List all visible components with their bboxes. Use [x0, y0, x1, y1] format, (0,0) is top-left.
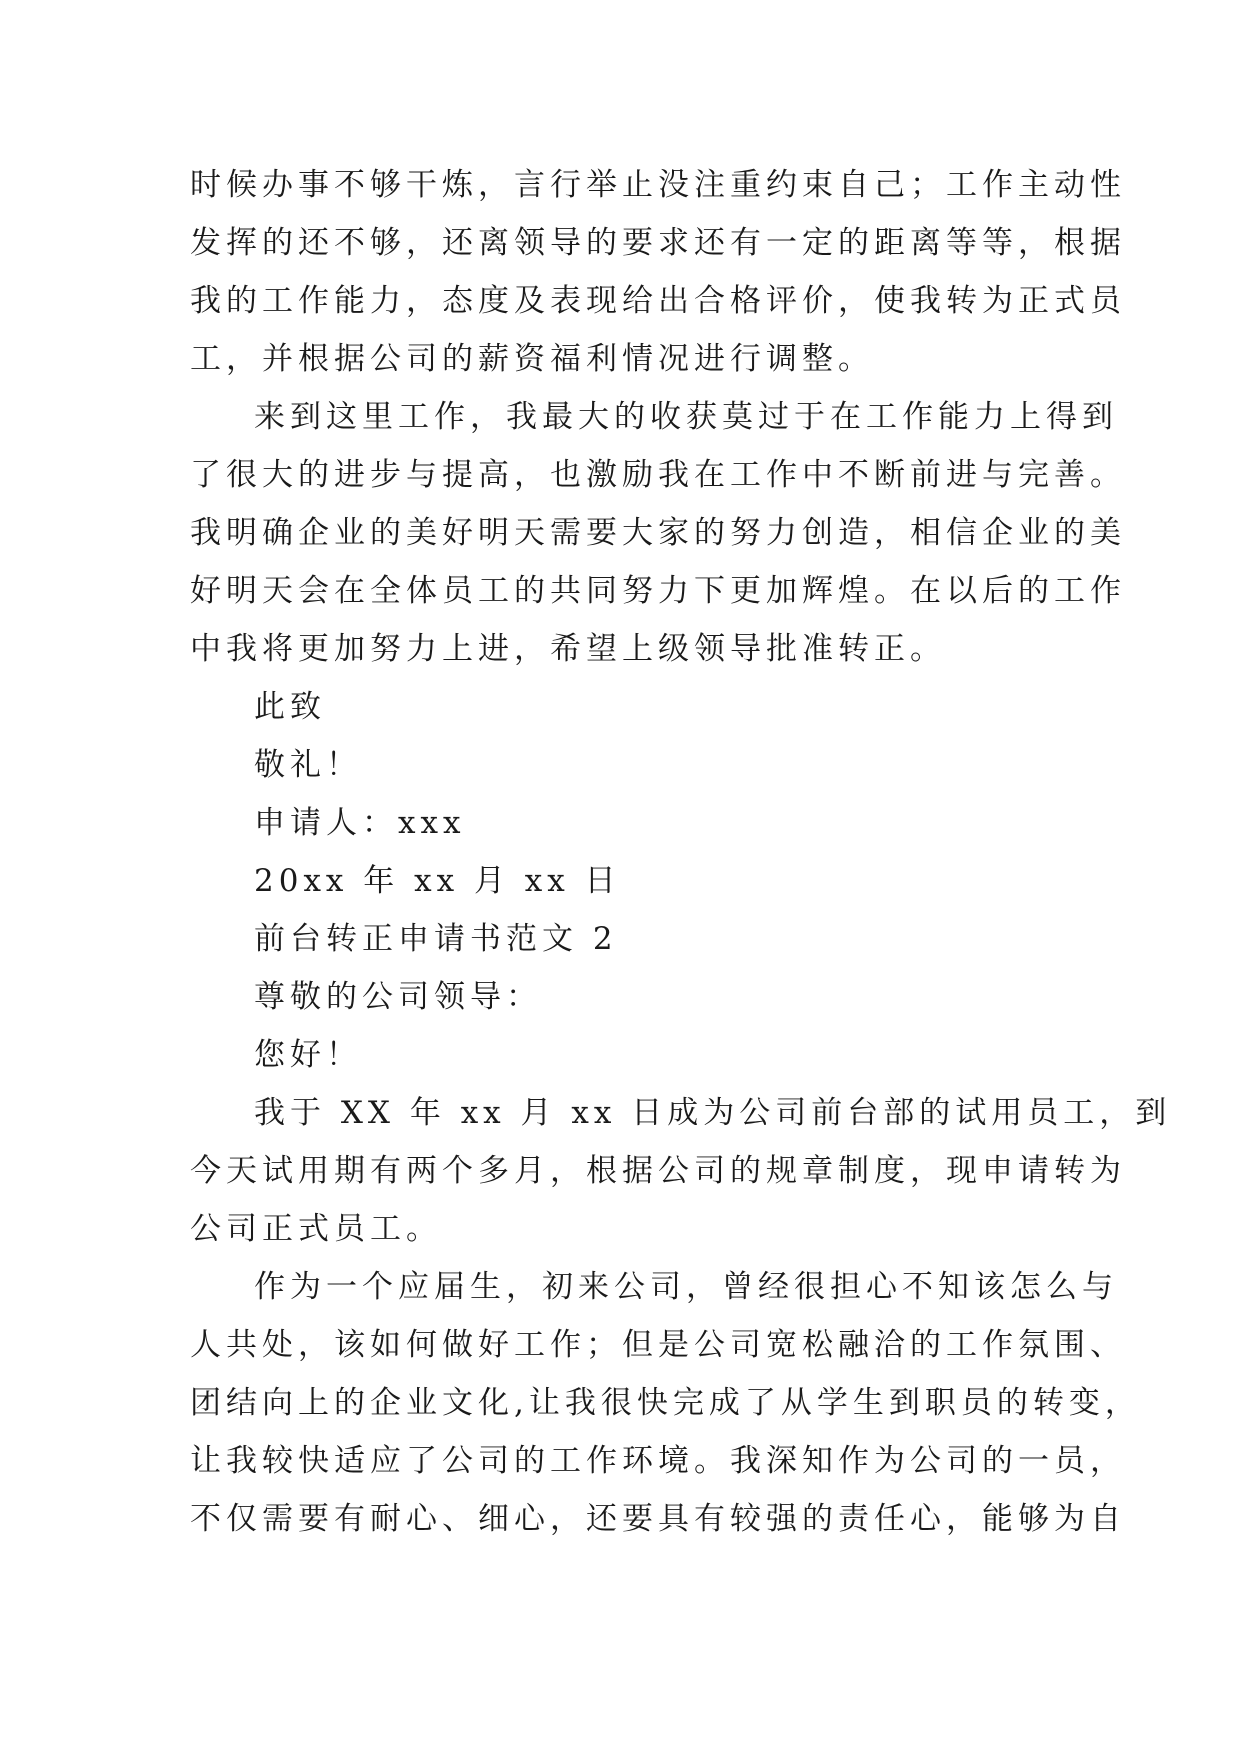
text-line: 此致: [254, 689, 326, 725]
text-line: 发挥的还不够，还离领导的要求还有一定的距离等等，根据: [190, 225, 1126, 261]
text-line: 了很大的进步与提高，也激励我在工作中不断前进与完善。: [190, 457, 1126, 493]
text-line: 敬礼！: [254, 747, 362, 783]
text-line: 今天试用期有两个多月，根据公司的规章制度，现申请转为: [190, 1153, 1126, 1189]
text-line: 您好！: [254, 1037, 362, 1073]
text-line: 时候办事不够干炼，言行举止没注重约束自己；工作主动性: [190, 167, 1126, 203]
text-line: 人共处，该如何做好工作；但是公司宽松融洽的工作氛围、: [190, 1327, 1126, 1363]
document-body: [190, 156, 1172, 1548]
text-line: 我的工作能力，态度及表现给出合格评价，使我转为正式员: [190, 283, 1126, 319]
text-line: 好明天会在全体员工的共同努力下更加辉煌。在以后的工作: [190, 573, 1126, 609]
text-line: 来到这里工作，我最大的收获莫过于在工作能力上得到: [254, 399, 1118, 435]
text-line: 不仅需要有耐心、细心，还要具有较强的责任心，能够为自: [190, 1501, 1126, 1537]
text-line: 工，并根据公司的薪资福利情况进行调整。: [190, 341, 874, 377]
text-line: 中我将更加努力上进，希望上级领导批准转正。: [190, 631, 946, 667]
text-line: 申请人：xxx: [254, 805, 466, 841]
text-line: 作为一个应届生，初来公司，曾经很担心不知该怎么与: [254, 1269, 1118, 1305]
text-line: 前台转正申请书范文 2: [254, 921, 618, 957]
text-line: 20xx 年 xx 月 xx 日: [254, 863, 621, 899]
text-line: 让我较快适应了公司的工作环境。我深知作为公司的一员，: [190, 1443, 1126, 1479]
text-line: 尊敬的公司领导：: [254, 979, 542, 1015]
text-line: 团结向上的企业文化,让我很快完成了从学生到职员的转变，: [190, 1385, 1141, 1421]
text-line: 我于 XX 年 xx 月 xx 日成为公司前台部的试用员工，到: [254, 1095, 1172, 1131]
text-line: 我明确企业的美好明天需要大家的努力创造，相信企业的美: [190, 515, 1126, 551]
text-line: 公司正式员工。: [190, 1211, 442, 1247]
